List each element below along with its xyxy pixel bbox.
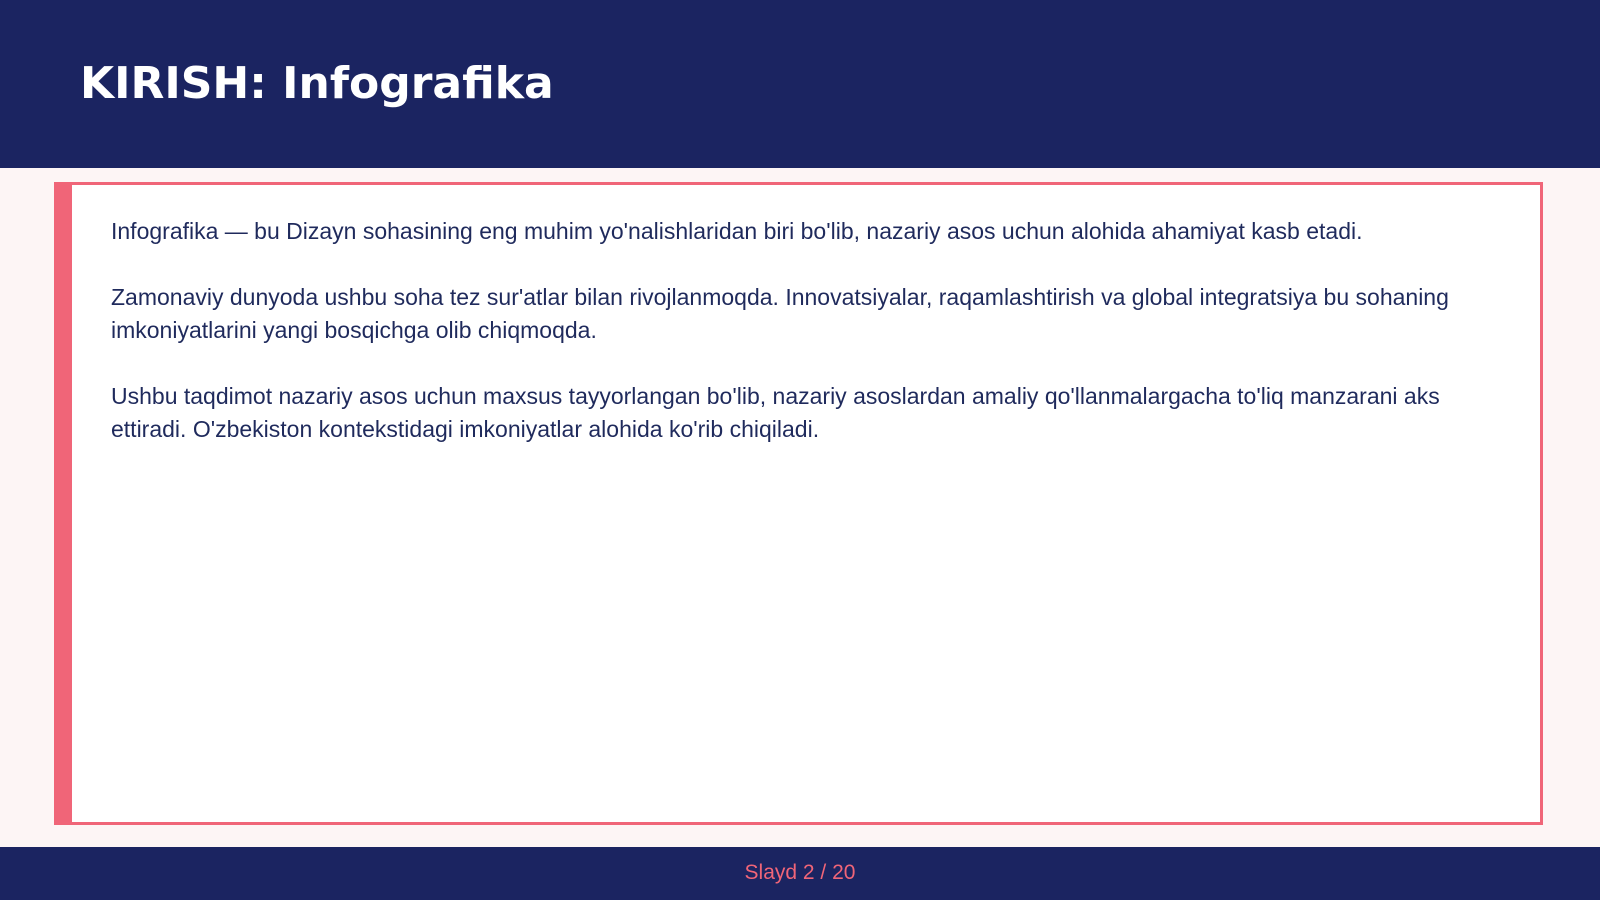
paragraph-list — [111, 215, 1486, 479]
paragraph-presentation: Ushbu taqdimot nazariy asos uchun maxsus tayyorlangan bo'lib, nazariy asoslardan amaliy qo'llanmalargacha to'liq manzarani aks ettiradi. O'zbekiston kontekstidagi imkoniyatlar alohida ko'rib chiqiladi. — [111, 383, 1440, 442]
paragraph-development: Zamonaviy dunyoda ushbu soha tez sur'atlar bilan rivojlanmoqda. Innovatsiyalar, raqamlashtirish va global integratsiya bu sohaning imkoniyatlarini yangi bosqichga olib chiqmoqda. — [111, 284, 1449, 343]
slide-title: KIRISH: Infografika — [80, 58, 554, 109]
content-card — [54, 182, 1543, 825]
slide-header — [0, 0, 1600, 168]
slide-number: Slayd 2 / 20 — [744, 861, 856, 884]
paragraph-intro: Infografika — bu Dizayn sohasining eng muhim yo'nalishlaridan biri bo'lib, nazariy asos uchun alohida ahamiyat kasb etadi. — [111, 218, 1363, 244]
slide-footer — [0, 847, 1600, 900]
